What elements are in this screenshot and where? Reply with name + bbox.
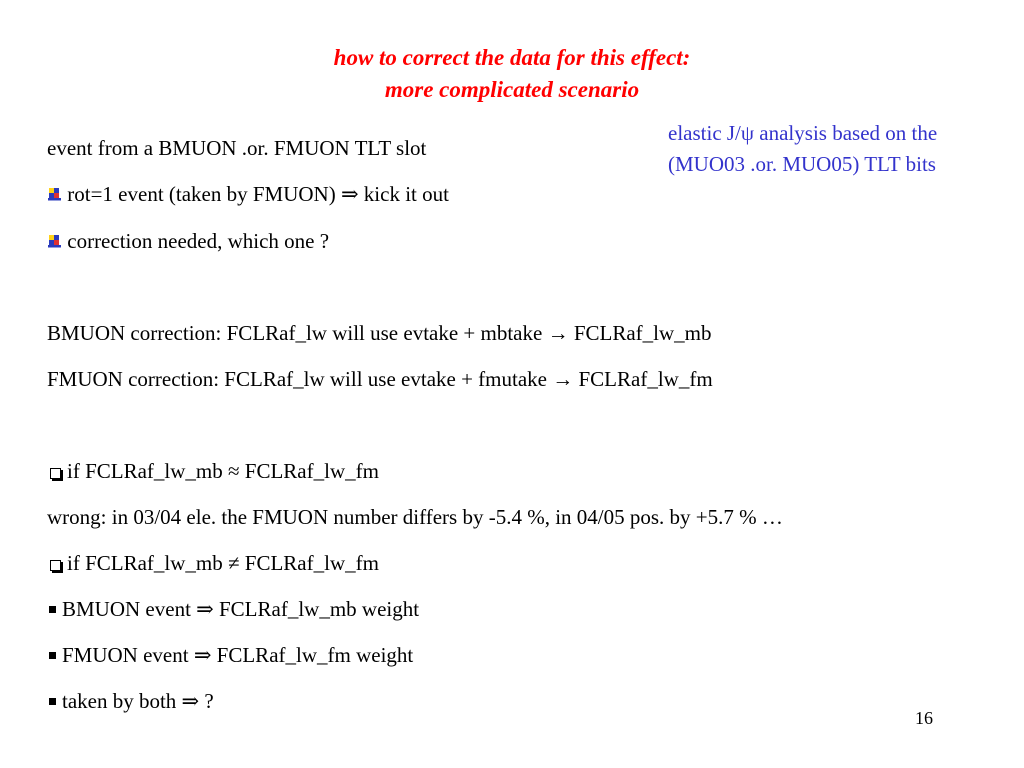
- sub-text-1: BMUON event ⇒ FCLRaf_lw_mb weight: [62, 597, 420, 621]
- sub-line-3: [47, 688, 214, 714]
- bullet-text-1: rot=1 event (taken by FMUON) ⇒ kick it out: [67, 182, 449, 206]
- hollow-box-bullet-icon: [50, 560, 61, 571]
- multicolor-square-bullet-icon: [47, 229, 62, 255]
- multicolor-square-bullet-icon: [47, 182, 62, 208]
- check-text-2: if FCLRaf_lw_mb ≠ FCLRaf_lw_fm: [67, 551, 379, 575]
- page-number: 16: [915, 708, 933, 728]
- filled-square-bullet-icon: [49, 698, 56, 705]
- check-text-1: if FCLRaf_lw_mb ≈ FCLRaf_lw_fm: [67, 459, 379, 483]
- bullet-text-2: correction needed, which one ?: [67, 229, 330, 253]
- bmuon-correction: BMUON correction: FCLRaf_lw will use evtake + mbtake → FCLRaf_lw_mb: [47, 321, 712, 345]
- side-note: elastic J/ψ analysis based on the (MUO03 .or. MUO05) TLT bits: [668, 121, 938, 176]
- title-line-1: how to correct the data for this effect:: [333, 45, 691, 70]
- sub-text-2: FMUON event ⇒ FCLRaf_lw_fm weight: [62, 643, 414, 667]
- fmuon-correction: FMUON correction: FCLRaf_lw will use evtake + fmutake → FCLRaf_lw_fm: [47, 367, 713, 391]
- bullet-line-1: [47, 181, 449, 208]
- hollow-box-bullet-icon: [50, 468, 61, 479]
- sub-text-3: taken by both ⇒ ?: [62, 689, 214, 713]
- event-line: event from a BMUON .or. FMUON TLT slot: [47, 136, 427, 160]
- check-line-1: [47, 458, 379, 484]
- bullet-line-2: [47, 228, 329, 255]
- wrong-line: wrong: in 03/04 ele. the FMUON number differs by -5.4 %, in 04/05 pos. by +5.7 % …: [47, 505, 783, 529]
- slide-title: [0, 42, 1024, 106]
- sub-line-1: [47, 596, 419, 622]
- title-line-2: more complicated scenario: [384, 77, 640, 102]
- sub-line-2: [47, 642, 413, 668]
- check-line-2: [47, 550, 379, 576]
- filled-square-bullet-icon: [49, 652, 56, 659]
- filled-square-bullet-icon: [49, 606, 56, 613]
